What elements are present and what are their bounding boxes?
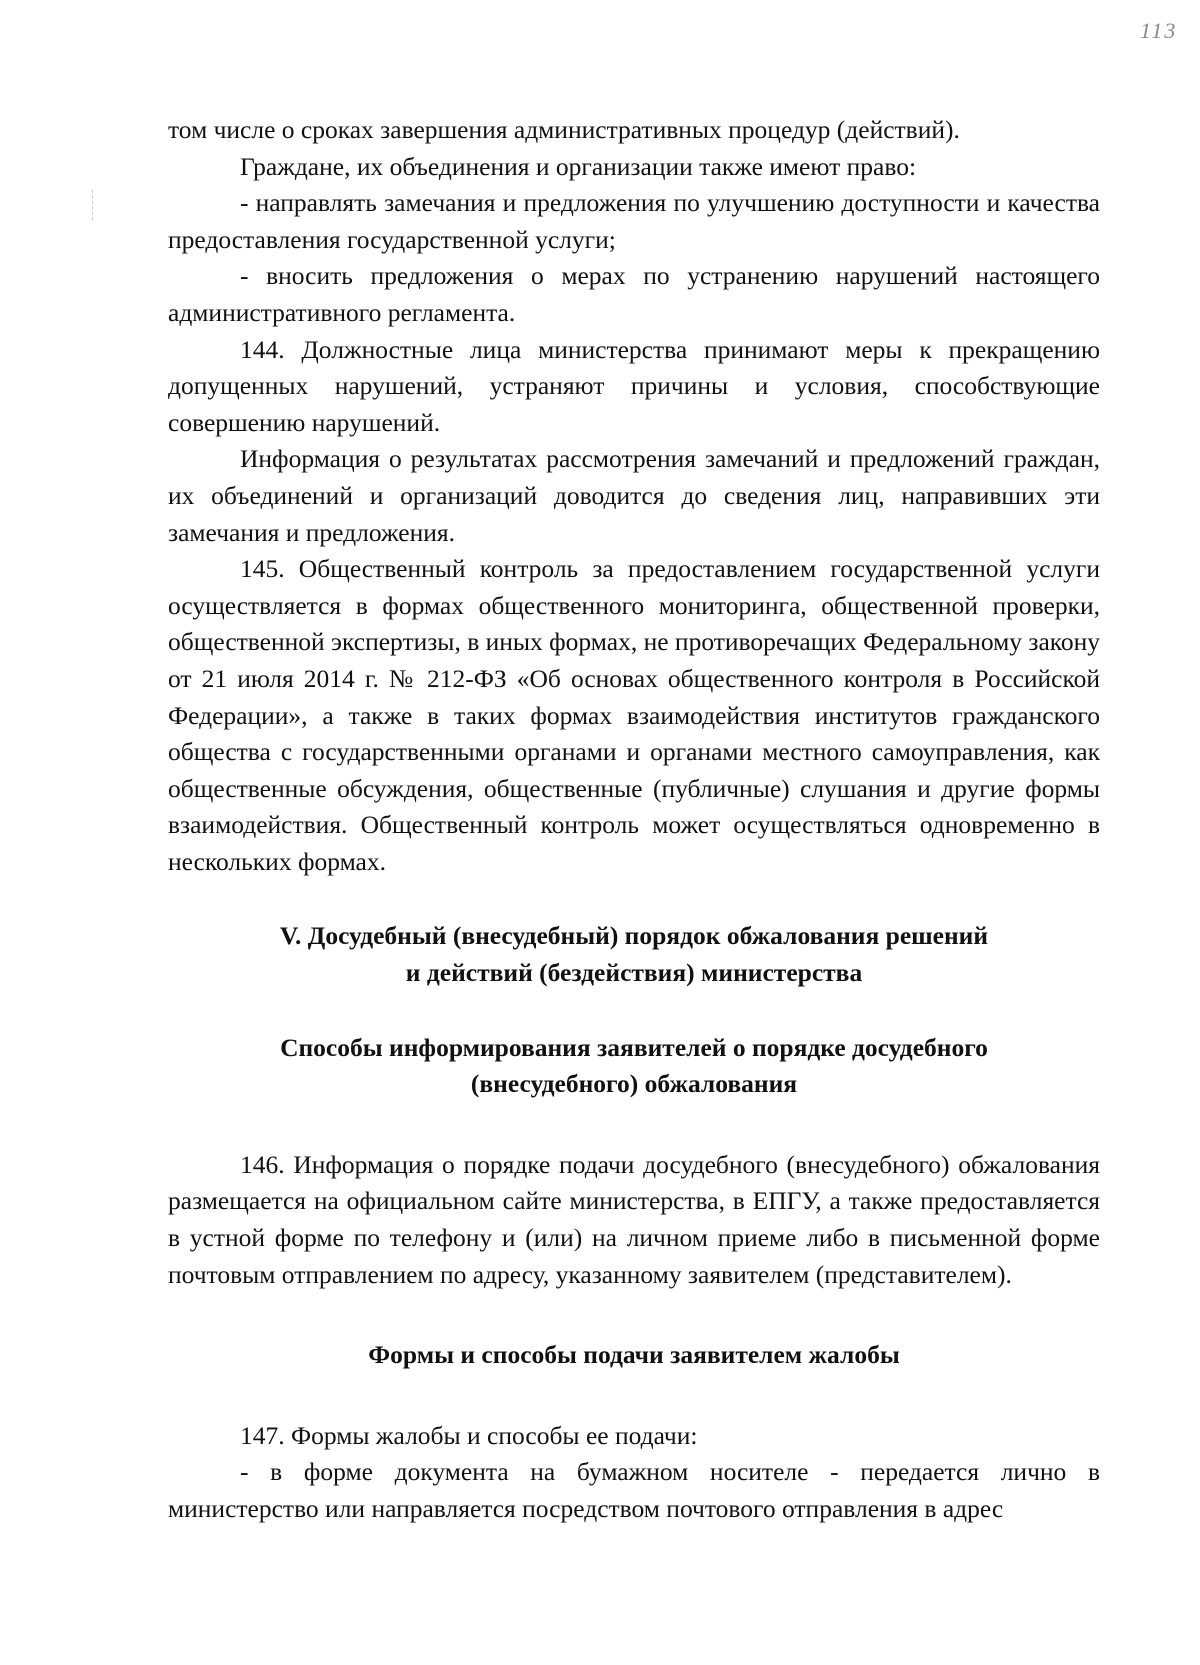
document-body [168,112,1100,1528]
subheading-complaint-forms: Формы и способы подачи заявителем жалобы [368,1340,900,1370]
paragraph-146: 146. Информация о порядке подачи досудебного (внесудебного) обжалования размещается на официальном сайте министерства, в ЕПГУ, а также предоставляется в устной форме по телефону и (или) на личном приеме либо в письменной форме почтовым отправлением по адресу, указанному заявителем (представителем). [168,1149,1100,1289]
paragraph-information: Информация о результатах рассмотрения замечаний и предложений граждан, их объединений и организаций доводится до сведения лиц, направивших эти замечания и предложения. [168,444,1100,547]
section-heading-line-2: и действий (бездействия) министерства [405,958,863,988]
paragraph-rights: Граждане, их объединения и организации также имеют право: [240,151,917,181]
paragraph-144: 144. Должностные лица министерства принимают меры к прекращению допущенных нарушений, устраняют причины и условия, способствующие совершению нарушений. [168,334,1100,437]
paragraph-145: 145. Общественный контроль за предоставлением государственной услуги осуществляется в формах общественного мониторинга, общественной проверки, общественной экспертизы, в иных формах, не противоречащих Федеральному закону от 21 июля 2014 г. № 212-ФЗ «Об основах общественного контроля в Российской Федерации», а также в таких формах взаимодействия институтов гражданского общества с государственными органами и органами местного самоуправления, как общественные обсуждения, общественные (публичные) слушания и другие формы взаимодействия. Общественный контроль может осуществляться одновременно в нескольких формах. [168,554,1100,876]
subheading-informing-line-1: Способы информирования заявителей о порядке досудебного [280,1032,988,1062]
section-heading-line-1: V. Досудебный (внесудебный) порядок обжалования решений [279,921,989,951]
paragraph-147-title: 147. Формы жалобы и способы ее подачи: [240,1420,698,1450]
paragraph-continuation: том числе о сроках завершения административных процедур (действий). [168,115,960,144]
margin-mark [92,190,95,220]
list-item-proposals: - вносить предложения о мерах по устранению нарушений настоящего административного регламента. [168,261,1100,327]
subheading-informing [168,1030,1100,1103]
handwritten-page-number: 113 [1140,18,1178,43]
subheading-informing-line-2: (внесудебного) обжалования [470,1069,798,1099]
section-heading [168,918,1100,991]
list-item-paper-form: - в форме документа на бумажном носителе - передается лично в министерство или направляется посредством почтового отправления в адрес [168,1457,1100,1523]
list-item-remarks: - направлять замечания и предложения по улучшению доступности и качества предоставления государственной услуги; [168,188,1100,254]
